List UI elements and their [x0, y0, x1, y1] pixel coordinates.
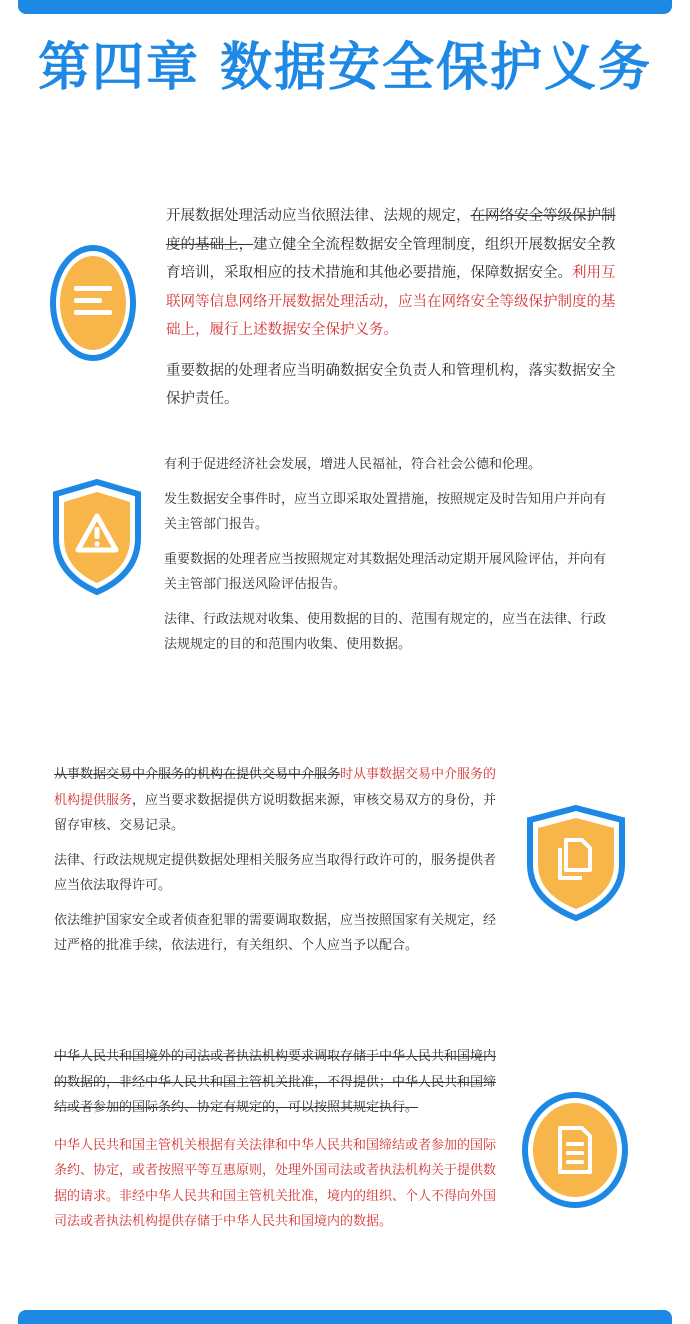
text-run: 有利于促进经济社会发展，增进人民福祉，符合社会公德和伦理。: [164, 457, 542, 472]
section-1-paragraph: [166, 357, 616, 414]
section-2-paragraph: [164, 607, 612, 658]
shield-warning-icon: [52, 478, 142, 596]
section-3-paragraph: [54, 762, 504, 839]
document-text-icon: [520, 1090, 630, 1210]
text-run: 开展数据处理活动应当依照法律、法规的规定，: [166, 208, 471, 224]
section-1-paragraph: [166, 202, 616, 345]
section-4-paragraph: [54, 1044, 504, 1121]
red-text-run: 中华人民共和国主管机关根据有关法律和中华人民共和国缔结或者参加的国际条约、协定，或者按照平等互惠原则，处理外国司法或者执法机构关于提供数据的请求。非经中华人民共和国主管机关批准，境内的组织、个人不得向外国司法或者执法机构提供存储于中华人民共和国境内的数据。: [54, 1137, 497, 1229]
section-2-paragraph: [164, 547, 612, 598]
text-run: ，应当要求数据提供方说明数据来源，审核交易双方的身份，并留存审核、交易记录。: [54, 792, 497, 833]
section-3-paragraph: [54, 908, 504, 959]
section-3-paragraph: [54, 848, 504, 899]
section-2-paragraph: [164, 487, 612, 538]
struck-text-run: 中华人民共和国境外的司法或者执法机构要求调取存储于中华人民共和国境内的数据的，非经中华人民共和国主管机关批准，不得提供；中华人民共和国缔结或者参加的国际条约、协定有规定的，可以按照其规定执行。: [54, 1049, 497, 1115]
text-run: 重要数据的处理者应当按照规定对其数据处理活动定期开展风险评估，并向有关主管部门报送风险评估报告。: [164, 551, 607, 592]
document-lines-icon: [48, 244, 138, 362]
struck-text-run: 从事数据交易中介服务的机构在提供交易中介服务: [54, 767, 341, 782]
text-run: 发生数据安全事件时，应当立即采取处置措施，按照规定及时告知用户并向有关主管部门报告。: [164, 491, 607, 532]
shield-copy-icon: [526, 804, 626, 922]
section-2-text: [164, 452, 612, 658]
section-3-text: [54, 762, 504, 959]
text-run: 重要数据的处理者应当明确数据安全负责人和管理机构，落实数据安全保护责任。: [166, 362, 616, 407]
top-banner-bar: [18, 0, 672, 14]
red-text-run: 利用互联网等信息网络开展数据处理活动，应当在网络安全等级保护制度的基础上，履行上述数据安全保护义务。: [166, 265, 616, 338]
bottom-banner-bar: [18, 1310, 672, 1324]
text-run: 建立健全全流程数据安全管理制度，组织开展数据安全教育培训，采取相应的技术措施和其他必要措施，保障数据安全。: [166, 236, 616, 281]
text-run: 法律、行政法规对收集、使用数据的目的、范围有规定的，应当在法律、行政法规规定的目的和范围内收集、使用数据。: [164, 611, 607, 652]
section-2-paragraph: [164, 452, 612, 478]
section-4-text: [54, 1044, 504, 1235]
page-title: 第四章 数据安全保护义务: [37, 38, 653, 98]
text-run: 法律、行政法规规定提供数据处理相关服务应当取得行政许可的，服务提供者应当依法取得许可。: [54, 852, 497, 893]
red-text-run: 时从事数据交易中介服务的机构提供服务: [54, 767, 497, 808]
struck-text-run: 在网络安全等级保护制度的基础上，: [166, 208, 616, 253]
section-4-paragraph: [54, 1133, 504, 1235]
section-1-text: [166, 202, 616, 414]
text-run: 依法维护国家安全或者侦查犯罪的需要调取数据，应当按照国家有关规定，经过严格的批准手续，依法进行，有关组织、个人应当予以配合。: [54, 912, 497, 953]
